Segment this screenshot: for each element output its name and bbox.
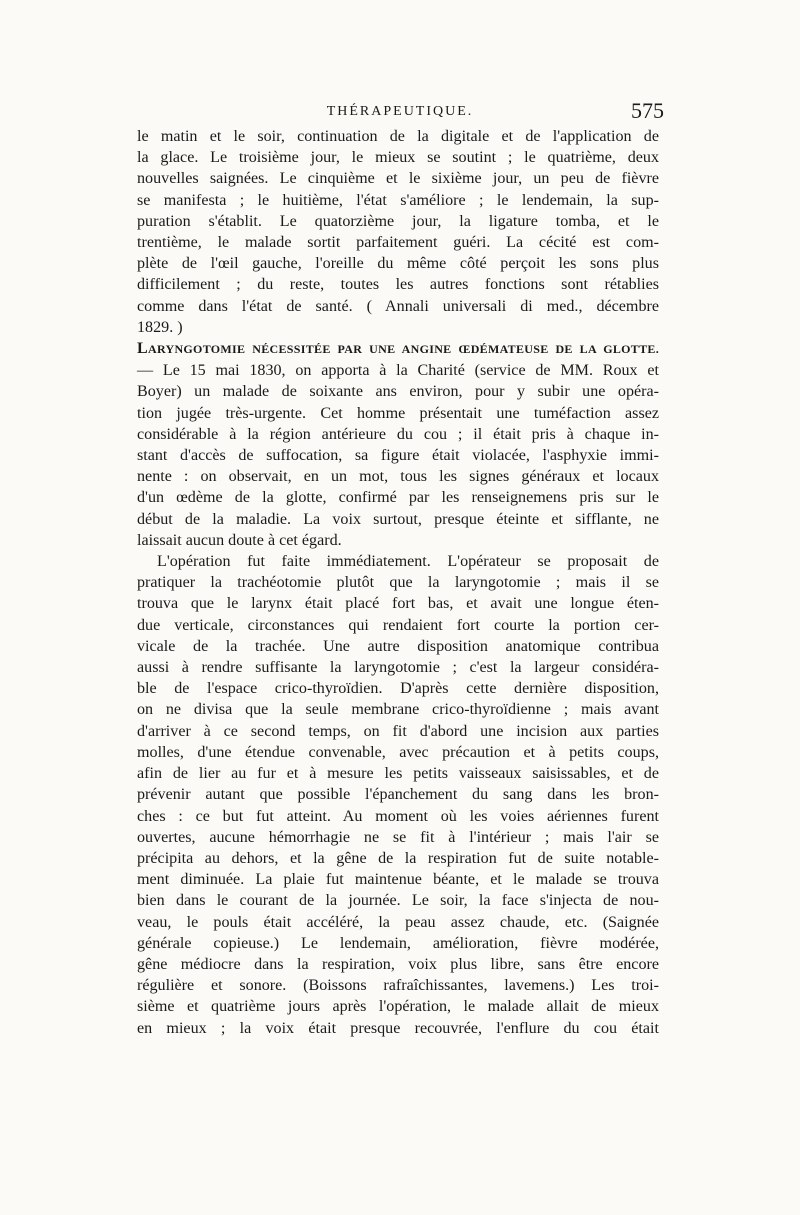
- text-line: trentième, le malade sortit parfaitement guéri. La cécité est com-: [137, 234, 659, 252]
- running-title: THÉRAPEUTIQUE.: [326, 104, 474, 119]
- text-line: aussi à rendre suffisante la laryngotomie ; c'est la largeur considéra-: [137, 659, 659, 677]
- text-line: vicale de la trachée. Une autre disposition anatomique contribua: [137, 637, 659, 655]
- text-line: ble de l'espace crico-thyroïdien. D'après cette dernière disposition,: [137, 680, 659, 698]
- text-line: d'arriver à ce second temps, on fit d'abord une incision aux parties: [137, 722, 659, 740]
- text-line: due verticale, circonstances qui rendaient fort courte la portion cer-: [137, 616, 659, 634]
- text-line: difficilement ; du reste, toutes les autres fonctions sont rétablies: [137, 276, 659, 294]
- paragraph-operation: [137, 551, 659, 1039]
- text-line: en mieux ; la voix était presque recouvrée, l'enflure du cou était: [137, 1019, 659, 1037]
- page-header: [140, 98, 664, 124]
- text-line: on ne divisa que la seule membrane crico-thyroïdienne ; mais avant: [137, 701, 659, 719]
- text-line: régulière et sonore. (Boissons rafraîchissantes, lavemens.) Les troi-: [137, 977, 659, 995]
- text-line: 1829. ): [137, 318, 183, 336]
- text-line: bien dans le courant de la journée. Le soir, la face s'injecta de nou-: [137, 892, 659, 910]
- text-line: tion jugée très-urgente. Cet homme présentait une tuméfaction assez: [137, 404, 659, 422]
- text-line: gêne médiocre dans la respiration, voix plus libre, sans être encore: [137, 955, 659, 973]
- text-line: se manifesta ; le huitième, l'état s'améliore ; le lendemain, la sup-: [137, 191, 659, 209]
- text-line: molles, d'une étendue convenable, avec précaution et à petits coups,: [137, 743, 659, 761]
- text-line: ouvertes, aucune hémorrhagie ne se fit à l'intérieur ; mais l'air se: [137, 828, 659, 846]
- text-line: veau, le pouls était accéléré, la peau assez chaude, etc. (Saignée: [137, 913, 659, 931]
- heading-initial: L: [137, 340, 148, 358]
- text-line: ches : ce but fut atteint. Au moment où les voies aériennes furent: [137, 807, 659, 825]
- text-line: laissait aucun doute à cet égard.: [137, 531, 342, 549]
- text-line: trouva que le larynx était placé fort bas, et avait une longue éten-: [137, 595, 659, 613]
- text-line: ment diminuée. La plaie fut maintenue béante, et le malade se trouva: [137, 871, 659, 889]
- text-line: le matin et le soir, continuation de la digitale et de l'application de: [137, 128, 659, 145]
- text-line: stant d'accès de suffocation, sa figure était violacée, l'asphyxie immi-: [137, 447, 659, 465]
- heading-text: ARYNGOTOMIE NÉCESSITÉE PAR UNE ANGINE ŒDÉMATEUSE DE LA GLOTTE.: [147, 342, 659, 357]
- text-line: — Le 15 mai 1830, on apporta à la Charité (service de MM. Roux et: [137, 362, 659, 380]
- text-line: puration s'établit. Le quatorzième jour, la ligature tomba, et le: [137, 212, 659, 230]
- section-heading: [137, 338, 659, 360]
- paragraph-case-report: [137, 360, 659, 551]
- text-line: nouvelles saignées. Le cinquième et le sixième jour, un peu de fièvre: [137, 170, 659, 188]
- text-line: nente : on observait, en un mot, tous les signes généraux et locaux: [137, 468, 659, 486]
- text-line: plète de l'œil gauche, l'oreille du même côté perçoit les sons plus: [137, 255, 659, 273]
- text-line: la glace. Le troisième jour, le mieux se soutint ; le quatrième, deux: [137, 149, 659, 167]
- text-line: générale copieuse.) Le lendemain, amélioration, fièvre modérée,: [137, 934, 659, 952]
- page-number: 575: [631, 98, 664, 123]
- text-line: Boyer) un malade de soixante ans environ, pour y subir une opéra-: [137, 383, 659, 401]
- text-line: début de la maladie. La voix surtout, presque éteinte et sifflante, ne: [137, 510, 659, 528]
- text-line: sième et quatrième jours après l'opération, le malade allait de mieux: [137, 998, 659, 1016]
- text-line: L'opération fut faite immédiatement. L'opérateur se proposait de: [157, 553, 659, 571]
- text-line: d'un œdème de la glotte, confirmé par les renseignemens pris sur le: [137, 489, 659, 507]
- text-line: pratiquer la trachéotomie plutôt que la laryngotomie ; mais il se: [137, 574, 659, 592]
- body-text: [137, 126, 659, 1039]
- paragraph-continuation: [137, 126, 659, 338]
- text-line: précipita au dehors, et la gêne de la respiration fut de suite notable-: [137, 849, 659, 867]
- text-line: comme dans l'état de santé. ( Annali universali di med., décembre: [137, 297, 659, 315]
- text-line: prévenir autant que possible l'épanchement du sang dans les bron-: [137, 786, 659, 804]
- text-line: afin de lier au fur et à mesure les petits vaisseaux saisissables, et de: [137, 765, 659, 783]
- text-line: considérable à la région antérieure du cou ; il était pris à chaque in-: [137, 425, 659, 443]
